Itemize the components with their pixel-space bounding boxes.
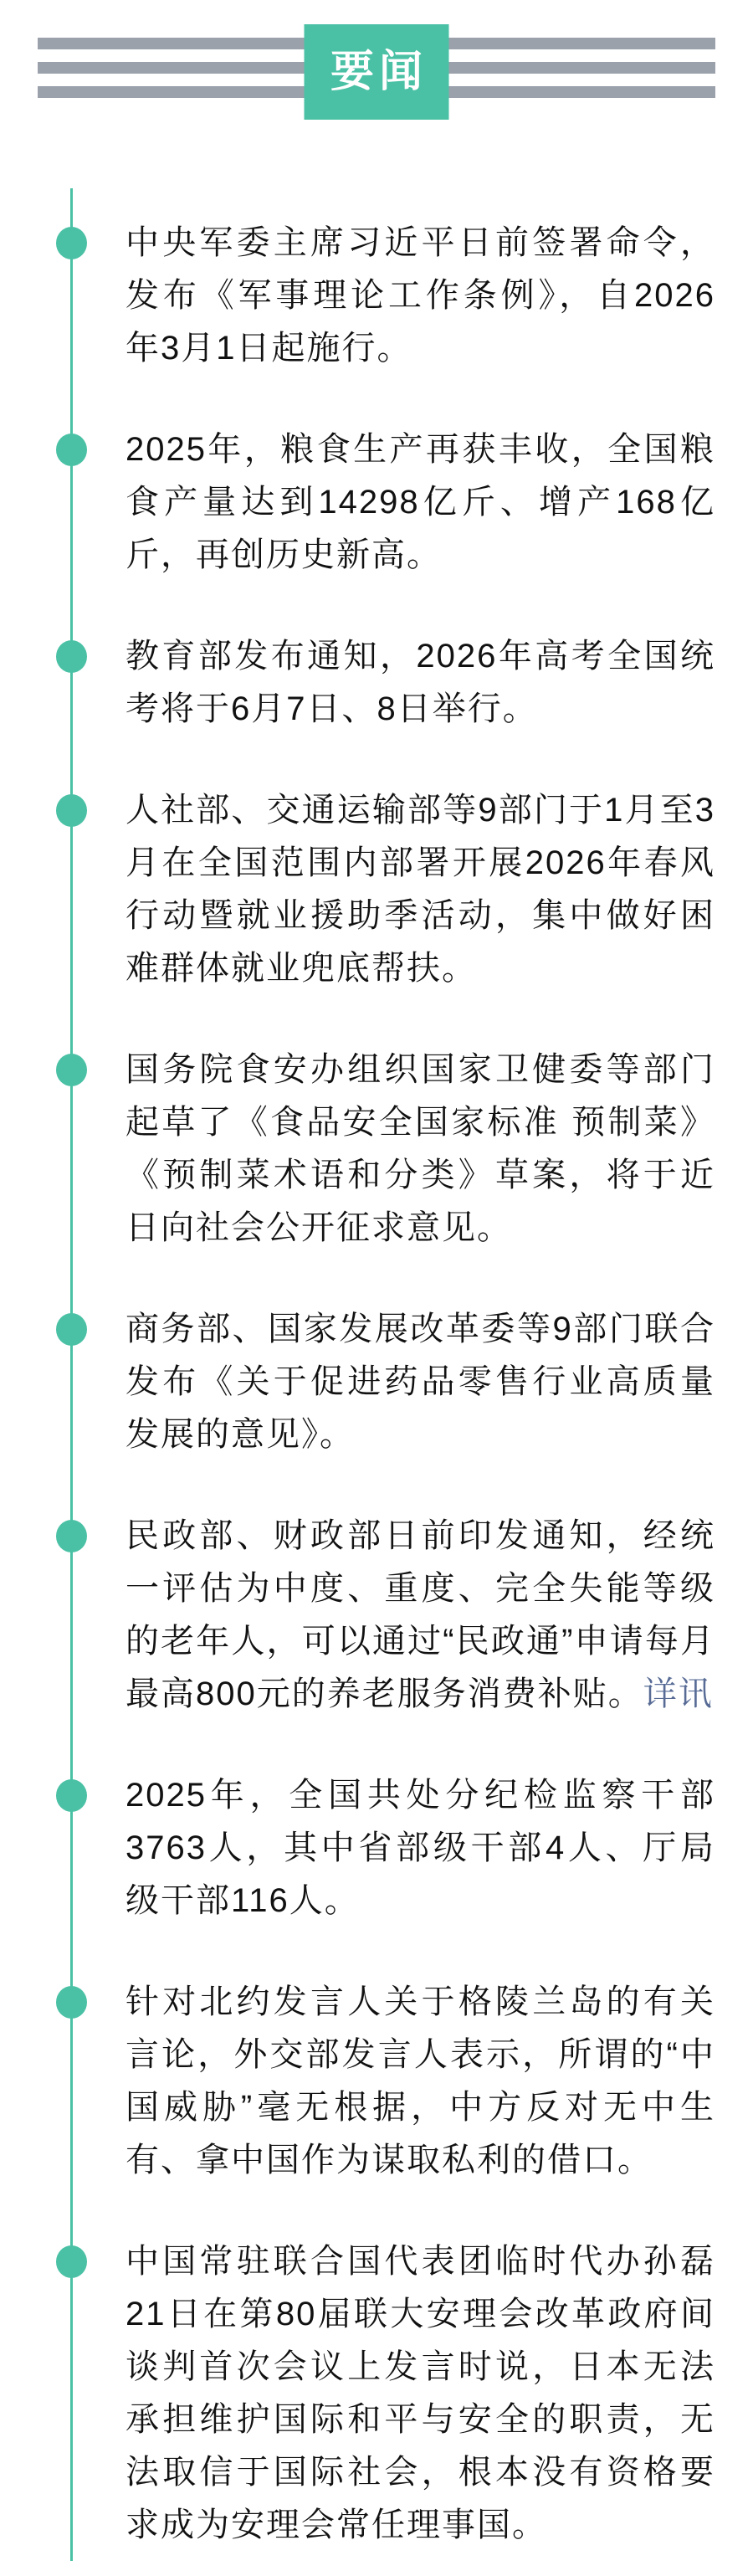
news-item — [126, 1976, 715, 2187]
news-item — [126, 217, 715, 375]
news-body-text: 商务部、国家发展改革委等9部门联合发布《关于促进药品零售行业高质量发展的意见》。 — [126, 1311, 715, 1453]
news-body-text: 教育部发布通知，2026年高考全国统考将于6月7日、8日举行。 — [126, 638, 715, 727]
news-item — [126, 1769, 715, 1927]
news-body-text: 中国常驻联合国代表团临时代办孙磊21日在第80届联大安理会改革政府间谈判首次会议上发言时说，日本无法承担维护国际和平与安全的职责，无法取信于国际社会，根本没有资格要求成为安理会常任理事国。 — [126, 2243, 715, 2543]
news-body-text: 2025年，全国共处分纪检监察干部3763人，其中省部级干部4人、厅局级干部116人。 — [126, 1777, 715, 1919]
news-body-text: 针对北约发言人关于格陵兰岛的有关言论，外交部发言人表示，所谓的“中国威胁”毫无根据，中方反对无中生有、拿中国作为谋取私利的借口。 — [126, 1983, 715, 2178]
timeline-bullet-icon — [56, 1054, 87, 1086]
news-text — [126, 1976, 715, 2187]
news-text — [126, 2235, 715, 2552]
news-text — [126, 1510, 715, 1721]
news-body-text: 国务院食安办组织国家卫健委等部门起草了《食品安全国家标准 预制菜》《预制菜术语和分类》草案，将于近日向社会公开征求意见。 — [126, 1051, 715, 1246]
detail-link[interactable]: 详讯 — [643, 1675, 714, 1712]
timeline-bullet-icon — [56, 2245, 87, 2278]
timeline-bullet-icon — [56, 1313, 87, 1346]
news-text — [126, 784, 715, 995]
section-badge-label: 要闻 — [330, 48, 428, 96]
timeline-bullet-icon — [56, 434, 87, 466]
section-header — [0, 0, 753, 136]
news-item — [126, 1510, 715, 1721]
news-text — [126, 1769, 715, 1927]
news-text — [126, 630, 715, 736]
news-item — [126, 630, 715, 736]
timeline-bullet-icon — [56, 1520, 87, 1552]
news-list — [0, 136, 753, 2552]
news-body-text: 2025年，粮食生产再获丰收，全国粮食产量达到14298亿斤、增产168亿斤，再创历史新高。 — [126, 431, 715, 573]
news-body-text: 人社部、交通运输部等9部门于1月至3月在全国范围内部署开展2026年春风行动暨就业援助季活动，集中做好困难群体就业兜底帮扶。 — [126, 792, 715, 987]
news-text — [126, 423, 715, 582]
news-item — [126, 423, 715, 582]
news-text — [126, 217, 715, 375]
news-body-text: 民政部、财政部日前印发通知，经统一评估为中度、重度、完全失能等级的老年人，可以通过“民政通”申请每月最高800元的养老服务消费补贴。 — [126, 1517, 715, 1712]
timeline-bullet-icon — [56, 640, 87, 673]
timeline-bullet-icon — [56, 227, 87, 259]
section-badge — [305, 24, 449, 120]
timeline-bullet-icon — [56, 1779, 87, 1812]
news-item — [126, 1303, 715, 1461]
news-text — [126, 1303, 715, 1461]
news-item — [126, 2235, 715, 2552]
news-item — [126, 1044, 715, 1255]
timeline-bullet-icon — [56, 1986, 87, 2019]
news-text — [126, 1044, 715, 1255]
news-item — [126, 784, 715, 995]
news-body-text: 中央军委主席习近平日前签署命令，发布《军事理论工作条例》，自2026年3月1日起施行。 — [126, 224, 715, 367]
timeline-bullet-icon — [56, 794, 87, 827]
